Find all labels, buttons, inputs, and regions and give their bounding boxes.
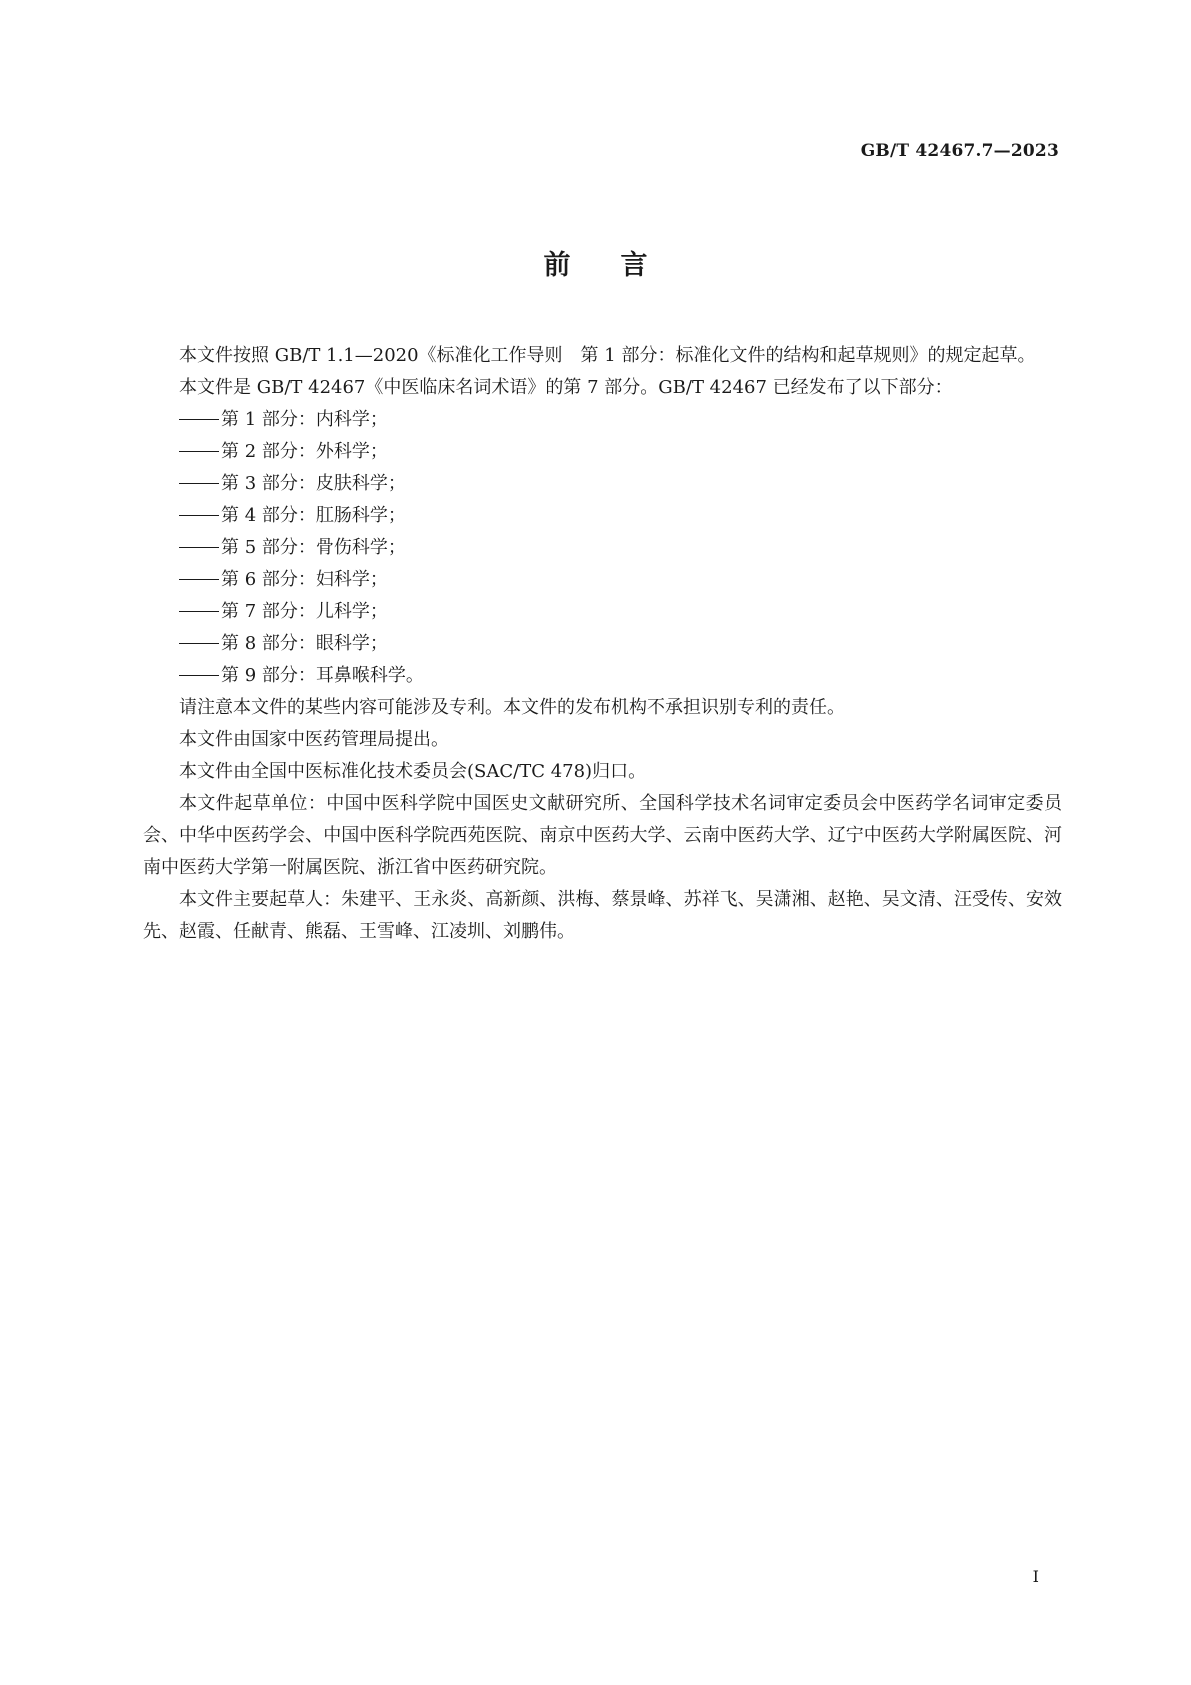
paragraph-drafting-rules: 本文件按照 GB/T 1.1—2020《标准化工作导则 第 1 部分：标准化文件的结构和起草规则》的规定起草。	[179, 345, 1036, 366]
em-dash-mark	[179, 579, 219, 580]
em-dash-mark	[179, 547, 219, 548]
paragraph-technical-committee: 本文件由全国中医标准化技术委员会(SAC/TC 478)归口。	[179, 761, 647, 782]
paragraph-proposer: 本文件由国家中医药管理局提出。	[179, 729, 449, 750]
list-item-text: 第 8 部分：眼科学；	[221, 633, 388, 654]
list-item-text: 第 4 部分：肛肠科学；	[221, 505, 406, 526]
paragraph-drafting-organizations: 本文件起草单位：中国中医科学院中国医史文献研究所、全国科学技术名词审定委员会中医药学名词审定委员会、中华中医药学会、中国中医科学院西苑医院、南京中医药大学、云南中医药大学、辽宁中医药大学附属医院、河南中医药大学第一附属医院、浙江省中医药研究院。	[143, 793, 1062, 878]
em-dash-mark	[179, 419, 219, 420]
foreword-body	[143, 340, 1062, 948]
em-dash-mark	[179, 643, 219, 644]
list-item-part-3	[143, 468, 1062, 500]
paragraph-drafters: 本文件主要起草人：朱建平、王永炎、高新颜、洪梅、蔡景峰、苏祥飞、吴潇湘、赵艳、吴文清、汪受传、安效先、赵霞、任献青、熊磊、王雪峰、江凌圳、刘鹏伟。	[143, 889, 1062, 942]
standard-code: GB/T 42467.7—2023	[860, 141, 1059, 161]
list-item-part-5	[143, 532, 1062, 564]
list-item-part-6	[143, 564, 1062, 596]
list-item-text: 第 5 部分：骨伤科学；	[221, 537, 406, 558]
list-item-part-7	[143, 596, 1062, 628]
em-dash-mark	[179, 515, 219, 516]
em-dash-mark	[179, 483, 219, 484]
em-dash-mark	[179, 675, 219, 676]
em-dash-mark	[179, 451, 219, 452]
page-number: I	[1032, 1567, 1039, 1586]
list-item-part-4	[143, 500, 1062, 532]
paragraph-series-info: 本文件是 GB/T 42467《中医临床名词术语》的第 7 部分。GB/T 42467 已经发布了以下部分：	[179, 377, 953, 398]
list-item-text: 第 9 部分：耳鼻喉科学。	[221, 665, 424, 686]
list-item-part-2	[143, 436, 1062, 468]
list-item-text: 第 6 部分：妇科学；	[221, 569, 388, 590]
page-title: 前言	[543, 250, 698, 281]
list-item-part-9	[143, 660, 1062, 692]
list-item-part-1	[143, 404, 1062, 436]
em-dash-mark	[179, 611, 219, 612]
list-item-text: 第 2 部分：外科学；	[221, 441, 388, 462]
list-item-text: 第 7 部分：儿科学；	[221, 601, 388, 622]
list-item-text: 第 3 部分：皮肤科学；	[221, 473, 406, 494]
paragraph-patent-notice: 请注意本文件的某些内容可能涉及专利。本文件的发布机构不承担识别专利的责任。	[179, 697, 845, 718]
list-item-text: 第 1 部分：内科学；	[221, 409, 388, 430]
list-item-part-8	[143, 628, 1062, 660]
